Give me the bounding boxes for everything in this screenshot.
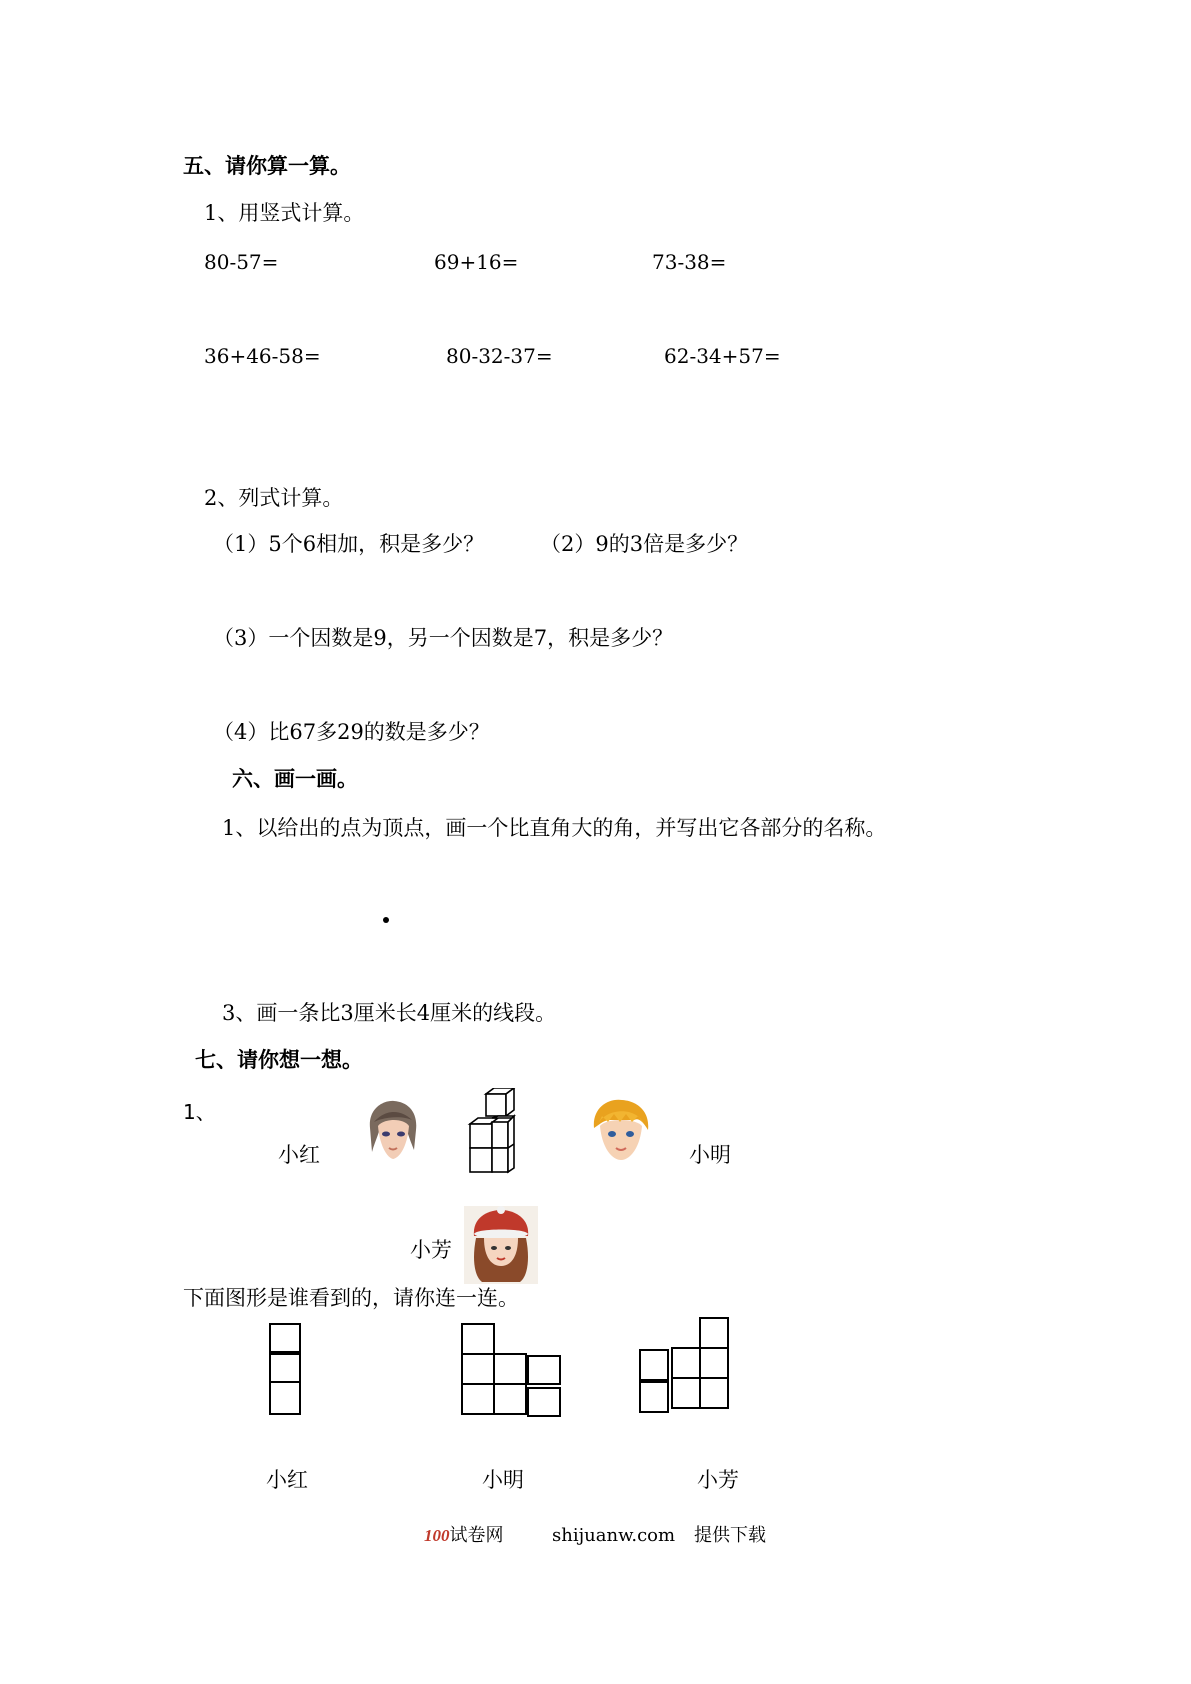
footer-url[interactable]: shijuanw.com — [552, 1525, 676, 1546]
connect-instruction: 下面图形是谁看到的，请你连一连。 — [183, 1286, 519, 1310]
section-6-q1: 1、以给出的点为顶点，画一个比直角大的角，并写出它各部分的名称。 — [222, 816, 887, 840]
calc-item: 62-34+57= — [664, 344, 781, 368]
cube-stack-icon — [462, 1088, 522, 1184]
footer-note: 提供下载 — [694, 1525, 766, 1546]
view-figure-1 — [266, 1322, 304, 1418]
section-5-q2-title: 2、列式计算。 — [204, 486, 344, 510]
word-problem: （2）9的3倍是多少？ — [540, 532, 749, 556]
word-problem: （4）比67多29的数是多少？ — [213, 720, 490, 744]
section-6-q3: 3、画一条比3厘米长4厘米的线段。 — [222, 1001, 557, 1025]
view-figure-2 — [460, 1322, 564, 1418]
calc-item: 69+16= — [434, 250, 519, 274]
bottom-label: 小芳 — [697, 1468, 739, 1492]
section-5-q1-title: 1、用竖式计算。 — [204, 201, 365, 225]
bottom-label: 小明 — [482, 1468, 524, 1492]
bottom-label: 小红 — [266, 1468, 308, 1492]
calc-item: 73-38= — [652, 250, 727, 274]
calc-item: 36+46-58= — [204, 344, 321, 368]
footer-site-name: 试卷网 — [449, 1525, 504, 1546]
xiaofang-face-icon — [464, 1206, 538, 1284]
section-7-title: 七、请你想一想。 — [195, 1048, 363, 1072]
name-label-xiaoming: 小明 — [689, 1143, 731, 1167]
view-figure-3 — [636, 1316, 732, 1416]
site-logo: 100 — [424, 1526, 450, 1545]
section-6-title: 六、画一画。 — [232, 767, 358, 791]
xiaohong-face-icon — [364, 1098, 420, 1166]
name-label-xiaofang: 小芳 — [410, 1238, 452, 1262]
footer-brand — [424, 1527, 504, 1545]
calc-item: 80-57= — [204, 250, 279, 274]
section-7-q1-label: 1、 — [183, 1100, 216, 1124]
vertex-dot — [383, 917, 389, 923]
calc-item: 80-32-37= — [446, 344, 553, 368]
name-label-xiaohong: 小红 — [278, 1143, 320, 1167]
xiaoming-face-icon — [590, 1098, 652, 1164]
word-problem: （3）一个因数是9，另一个因数是7，积是多少？ — [213, 626, 674, 650]
word-problem: （1）5个6相加，积是多少？ — [213, 532, 485, 556]
section-5-title: 五、请你算一算。 — [183, 154, 351, 178]
